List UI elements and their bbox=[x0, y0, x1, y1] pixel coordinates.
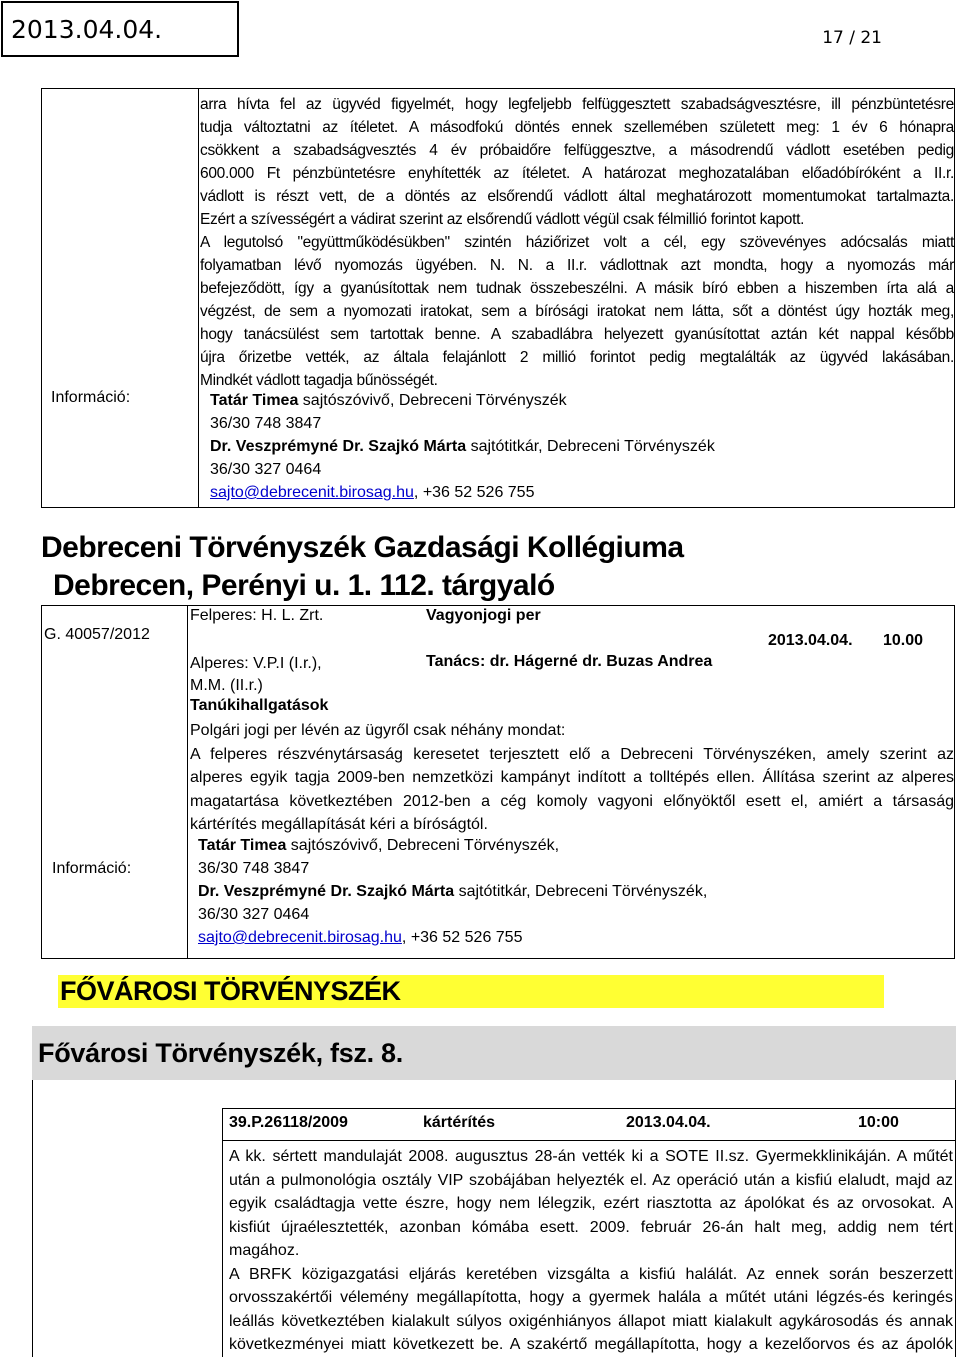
contact-phone: 36/30 748 3847 bbox=[210, 415, 322, 432]
case-description-1 bbox=[200, 93, 954, 392]
contact-name: Szajkó Márta bbox=[351, 883, 455, 900]
hearing-date: 2013.04.04. bbox=[768, 632, 853, 649]
text-line: folyamatban lévő nyomozás ügyében. N. N. a II.r. vádlottnak azt mondta, hogy a nyomozás már bbox=[200, 257, 954, 274]
text-line: magához. bbox=[229, 1242, 300, 1259]
text-line: A legutolsó "együttműködésükben" szintén háziőrizet volt a cél, egy szövevényes adócsalás miatt bbox=[200, 234, 954, 251]
contact-phone: , +36 52 526 755 bbox=[401, 929, 523, 946]
text-line: 600.000 Ft pénzbüntetésre enyhítették az ítéletet. A határozat meghozatalában előadóbíróként a II.r. bbox=[200, 165, 954, 182]
text-line: csökkent a szabadságvesztés 4 év próbaidőre felfüggesztve, a másodrendű vádlott esetében pedig bbox=[200, 142, 954, 159]
text-line: arra hívta fel az ügyvéd figyelmét, hogy legfeljebb felfüggesztett szabadságvesztésre, ill pénzbüntetésre bbox=[200, 96, 954, 113]
hearing-type: Tanúkihallgatások bbox=[190, 697, 329, 714]
text-line: A BRFK közigazgatási eljárás keretében vizsgálta a kisfiú halálát. Az ennek során beszerzett bbox=[229, 1265, 953, 1283]
email-link[interactable]: sajto@debrecenit.birosag.hu bbox=[198, 929, 402, 946]
text-line: kártérítés megállapítását kéri a bíróságtól. bbox=[190, 816, 488, 833]
text-line: befejeződött, így a gyanúsítottak nem tudnak összebeszélni. A másik bíró ebben a hiszemben írta alá a bbox=[200, 280, 954, 297]
text-line: magatartása következtében 2012-ben a cég komoly vagyoni előnyöktől esett el, amiért a társaság bbox=[190, 792, 954, 810]
case-type: kártérítés bbox=[423, 1114, 496, 1131]
court-title: FŐVÁROSI TÖRVÉNYSZÉK bbox=[60, 976, 401, 1006]
council: Tanács: dr. Hágerné dr. Buzas Andrea bbox=[426, 653, 713, 670]
text-line: Mindkét vádlott tagadja bűnösségét. bbox=[200, 372, 438, 389]
contact-phone: 36/30 327 0464 bbox=[210, 461, 322, 478]
case-description-3 bbox=[229, 1145, 953, 1357]
case-number: G. 40057/2012 bbox=[44, 626, 150, 643]
text-line: újra őrizetbe vették, az általa felajánlott 2 millió forintot pedig megtalálták az ügyvéd lakásában. bbox=[200, 349, 954, 366]
column-divider bbox=[198, 89, 199, 507]
email-link[interactable]: sajto@debrecenit.birosag.hu bbox=[210, 484, 414, 501]
text-line: következményei miatt következett be. A szakértő megállapította, hogy a kezelőorvos és az ápolók bbox=[229, 1336, 953, 1353]
court-title: Debreceni Törvényszék Gazdasági Kollégiuma bbox=[41, 531, 684, 564]
text-line: A felperes részvénytársaság keresetet terjesztett elő a Debreceni Törvényszéken, amely szerint az bbox=[190, 745, 954, 763]
contact-name: Szajkó Márta bbox=[363, 438, 467, 455]
text-line: Polgári jogi per lévén az ügyről csak néhány mondat: bbox=[190, 722, 566, 739]
text-line: végzést, de sem a nyomozati iratokat, sem a bírósági iratokat nem látta, sőt a döntést úgy hozták meg, bbox=[200, 303, 954, 320]
text-line: A kk. sértett mandulaját 2008. augusztus 28-án vették ki a SOTE II.sz. Gyermekklinikáján. A műtét bbox=[229, 1148, 953, 1165]
defendant: Alperes: V.P.I (I.r.), bbox=[190, 655, 322, 672]
contact-phone: 36/30 748 3847 bbox=[198, 860, 310, 877]
court-room: Debrecen, Perényi u. 1. 112. tárgyaló bbox=[53, 569, 555, 602]
text-line: egyik családtagja vette észre, hogy nem lélegzik, ezért riasztotta az ápolókat és az orvosokat. A bbox=[229, 1195, 953, 1212]
court-room: Fővárosi Törvényszék, fsz. 8. bbox=[38, 1038, 403, 1068]
text-line: vádlott is részt vett, de a döntés az elsőrendű vádlott által meghatározott momentumokat tartalmazta. bbox=[200, 188, 954, 205]
text-line: hogy tanácsülést sem tartottak benne. A szabadlábra helyezett gyanúsítottat aztán két nappal később bbox=[200, 326, 954, 343]
text-line: leállás következtében kialakult súlyos oxigénhiányos állapot miatt kialakult agykárosodás és annak bbox=[229, 1312, 953, 1330]
hearing-date: 2013.04.04. bbox=[626, 1114, 711, 1131]
contact-phone: 36/30 327 0464 bbox=[198, 906, 310, 923]
page-number: 17 / 21 bbox=[822, 28, 882, 48]
case-description-2 bbox=[190, 719, 954, 837]
case-number: 39.P.26118/2009 bbox=[229, 1114, 348, 1131]
text-line: orvosszakértői vélemény megállapította, hogy a gyermek halála a műtét utáni légzés-és keringés bbox=[229, 1289, 953, 1306]
text-line: után a pulmonológia osztály VIP szobájában helyezték el. Az operáció után a kisfiú elaludt, majd az bbox=[229, 1171, 953, 1189]
hearing-time: 10.00 bbox=[883, 632, 924, 649]
text-line: Ezért a szívességért a vádirat szerint az elsőrendű vádlott végül csak félmillió forintot kapott. bbox=[200, 211, 805, 228]
plaintiff: Felperes: H. L. Zrt. bbox=[190, 607, 324, 624]
header-date-box bbox=[1, 1, 239, 57]
contact-phone: , +36 52 526 755 bbox=[413, 484, 535, 501]
text-line: kisfiút újraélesztették, azonban kómába esett. 2009. február 26-án halt meg, addig nem tért bbox=[229, 1218, 953, 1236]
contact-block-2 bbox=[198, 834, 707, 949]
defendants bbox=[190, 653, 322, 697]
contact-role: sajtótitkár, Debreceni Törvényszék bbox=[466, 438, 715, 455]
column-divider bbox=[187, 606, 188, 958]
contact-role: sajtószóvivő, Debreceni Törvényszék, bbox=[286, 837, 560, 854]
contact-name: Dr. Veszprémyné Dr. bbox=[210, 438, 364, 455]
text-line: tudja változtatni az ítéletet. A másodfokú döntés ennek szellemében született meg: 1 év 6 hónapra bbox=[200, 119, 954, 136]
contact-role: sajtószóvivő, Debreceni Törvényszék bbox=[298, 392, 567, 409]
contact-name: Tatár Timea bbox=[210, 392, 299, 409]
info-label: Információ: bbox=[52, 860, 132, 877]
contact-name: Tatár Timea bbox=[198, 837, 287, 854]
text-line: alperes egyik tagja 2009-ben nemzetközi kampányt indított a tolltépés ellen. Állítása szerint az alperes bbox=[190, 769, 954, 786]
contact-block-1 bbox=[210, 389, 715, 504]
contact-name: Dr. Veszprémyné Dr. bbox=[198, 883, 352, 900]
header-date: 2013.04.04. bbox=[11, 15, 163, 44]
info-label: Információ: bbox=[51, 389, 131, 406]
case-type: Vagyonjogi per bbox=[426, 607, 541, 624]
defendant: M.M. (II.r.) bbox=[190, 677, 263, 694]
row-divider bbox=[222, 1140, 956, 1141]
contact-role: sajtótitkár, Debreceni Törvényszék, bbox=[454, 883, 708, 900]
hearing-time: 10:00 bbox=[858, 1114, 899, 1131]
